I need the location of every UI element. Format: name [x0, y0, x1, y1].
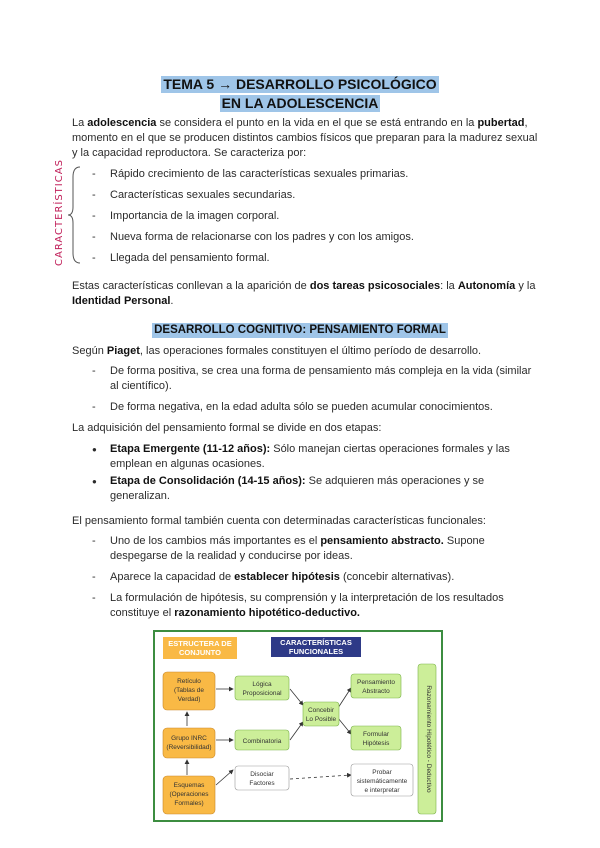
list-item: - Importancia de la imagen corporal.: [92, 209, 532, 224]
svg-text:Combinatoria: Combinatoria: [242, 738, 282, 745]
node-combinatoria: [235, 730, 289, 750]
characteristics-list: [92, 167, 532, 266]
svg-text:e interpretar: e interpretar: [364, 787, 400, 794]
header-caracteristicas: [271, 637, 361, 657]
svg-text:FUNCIONALES: FUNCIONALES: [288, 647, 344, 656]
svg-text:Abstracto: Abstracto: [362, 688, 390, 695]
svg-text:CONJUNTO: CONJUNTO: [179, 648, 221, 657]
svg-text:Concebir: Concebir: [307, 707, 335, 714]
list-item: - Nueva forma de relacionarse con los padres y con los amigos.: [92, 230, 532, 245]
svg-text:(Operaciones: (Operaciones: [169, 791, 209, 798]
svg-text:(Reversibilidad): (Reversibilidad): [166, 744, 212, 751]
list-item: - De forma positiva, se crea una forma de pensamiento más compleja en la vida (similar al científico).: [92, 364, 532, 394]
list-item: - Uno de los cambios más importantes es el pensamiento abstracto. Supone despegarse de la realidad y conducirse por ideas.: [92, 534, 532, 564]
svg-text:Factores: Factores: [249, 780, 275, 787]
node-disociar: [235, 766, 289, 790]
svg-text:Formular: Formular: [362, 731, 390, 738]
svg-text:Disociar: Disociar: [250, 771, 274, 778]
list-item: - La formulación de hipótesis, su comprensión y la interpretación de los resultados constituye el razonamiento hipotético-deductivo.: [92, 591, 532, 621]
node-probar: [351, 764, 413, 796]
tasks-paragraph: Estas características conllevan a la aparición de dos tareas psicosociales: la Autonomía y la Identidad Personal.: [72, 280, 536, 307]
svg-text:Formales): Formales): [174, 800, 204, 807]
piaget-points-list: [92, 364, 532, 415]
node-concebir: [303, 702, 339, 726]
stages-list: [92, 442, 532, 504]
list-item: - Características sexuales secundarias.: [92, 188, 532, 203]
list-item: ● Etapa Emergente (11-12 años): Sólo manejan ciertas operaciones formales y las emplean en algunas ocasiones.: [92, 442, 532, 472]
characteristics-side-label: CARACTERÍSTICAS: [54, 159, 65, 266]
title-line-1: TEMA 5 → DESARROLLO PSICOLÓGICO: [163, 76, 437, 92]
svg-text:Verdad): Verdad): [177, 696, 201, 703]
list-item: - De forma negativa, en la edad adulta sólo se pueden acumular conocimientos.: [92, 400, 532, 415]
stages-intro: La adquisición del pensamiento formal se divide en dos etapas:: [72, 422, 382, 434]
functional-points-list: [92, 534, 532, 621]
node-grupo-inrc: [163, 728, 215, 758]
node-razonamiento: [418, 664, 436, 814]
cognitive-diagram: [153, 630, 443, 822]
svg-text:(Tablas de: (Tablas de: [174, 687, 204, 694]
section-heading: DESARROLLO COGNITIVO: PENSAMIENTO FORMAL: [154, 324, 446, 336]
list-item: - Llegada del pensamiento formal.: [92, 251, 532, 266]
node-abstracto: [351, 674, 401, 698]
node-esquemas: [163, 776, 215, 814]
svg-text:Lo Posible: Lo Posible: [305, 716, 337, 723]
svg-text:Grupo INRC: Grupo INRC: [171, 735, 207, 742]
intro-paragraph: La adolescencia se considera el punto en la vida en el que se está entrando en la pubertad, momento en el que se producen distintos cambios físicos que preparan para la madurez sexual y la capacidad reproductora. Se caracteriza por:: [72, 117, 538, 159]
title-line-2: EN LA ADOLESCENCIA: [221, 95, 379, 111]
node-reticulo: [163, 672, 215, 710]
list-item: - Rápido crecimiento de las características sexuales primarias.: [92, 167, 532, 182]
svg-text:Hipótesis: Hipótesis: [362, 740, 390, 747]
svg-text:Esquemas: Esquemas: [173, 782, 205, 789]
svg-text:Retículo: Retículo: [177, 678, 201, 685]
svg-text:Lógica: Lógica: [252, 681, 272, 688]
header-estructura: [163, 637, 237, 659]
curly-brace-icon: [68, 165, 82, 265]
svg-text:Probar: Probar: [372, 769, 392, 776]
svg-text:Pensamiento: Pensamiento: [357, 679, 395, 686]
svg-text:Razonamiento Hipotético - Dedu: Razonamiento Hipotético - Deductivo: [425, 685, 432, 793]
node-hipotesis: [351, 726, 401, 750]
svg-text:Proposicional: Proposicional: [242, 690, 282, 697]
node-logica: [235, 676, 289, 700]
list-item: ● Etapa de Consolidación (14-15 años): Se adquieren más operaciones y se generalizan.: [92, 474, 532, 504]
svg-text:ESTRUCTERA DE: ESTRUCTERA DE: [168, 639, 232, 648]
svg-text:CARACTERÍSTICAS: CARACTERÍSTICAS: [280, 638, 352, 647]
list-item: - Aparece la capacidad de establecer hipótesis (concebir alternativas).: [92, 570, 532, 585]
functional-intro: El pensamiento formal también cuenta con determinadas características funcionales:: [72, 515, 486, 527]
svg-text:sistemáticamente: sistemáticamente: [356, 778, 408, 785]
page-title: [0, 76, 600, 113]
piaget-paragraph: Según Piaget, las operaciones formales constituyen el último período de desarrollo.: [72, 345, 482, 357]
